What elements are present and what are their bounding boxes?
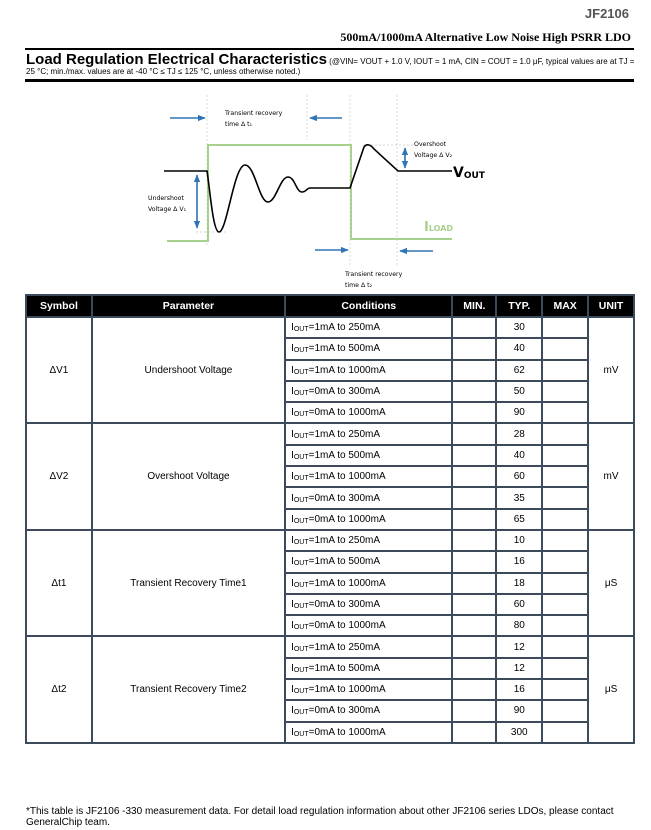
typ-cell: 300 [496,722,542,743]
conditions-cell [285,573,452,594]
min-cell [452,700,496,721]
cond-prefix: I [291,364,294,376]
label-t2-line1: Transient recovery [345,271,403,278]
min-cell [452,338,496,359]
load-transient-diagram [130,95,485,295]
cond-range: =0mA to 300mA [308,386,381,398]
conditions-cell [285,423,452,444]
min-cell [452,445,496,466]
typ-cell: 80 [496,615,542,636]
cond-prefix: I [291,471,294,483]
cond-subscript: OUT [293,432,309,440]
max-cell [542,360,588,381]
typ-cell: 60 [496,594,542,615]
symbol-cell: Δt1 [26,530,92,636]
conditions-cell [285,530,452,551]
max-cell [542,509,588,530]
table-row [26,317,634,338]
conditions-cell [285,509,452,530]
conditions-cell [285,679,452,700]
table-row [26,530,634,551]
symbol-cell: ΔV2 [26,423,92,529]
typ-cell: 10 [496,530,542,551]
cond-prefix: I [291,407,294,419]
header-unit: UNIT [588,295,634,317]
cond-prefix: I [291,428,294,440]
max-cell [542,402,588,423]
conditions-cell [285,722,452,743]
cond-range: =0mA to 1000mA [308,513,386,525]
min-cell [452,573,496,594]
cond-prefix: I [291,343,294,355]
document-subtitle: 500mA/1000mA Alternative Low Noise High PSRR LDO [340,30,631,44]
iload-label: ILOAD [424,220,454,235]
min-cell [452,658,496,679]
vout-label: VOUT [453,165,485,181]
cond-range: =0mA to 1000mA [308,726,386,738]
cond-range: =0mA to 300mA [308,599,381,610]
header-max: MAX [542,295,588,317]
cond-prefix: I [291,726,294,738]
cond-range: =1mA to 1000mA [308,684,386,696]
cond-range: =1mA to 500mA [308,449,381,461]
cond-range: =1mA to 1000mA [308,577,386,589]
max-cell [542,722,588,743]
conditions-cell [285,700,452,721]
typ-cell: 30 [496,317,542,338]
max-cell [542,338,588,359]
table-row [26,636,634,657]
header-min: MIN. [452,295,496,317]
typ-cell: 18 [496,573,542,594]
min-cell [452,487,496,508]
unit-cell: μS [588,530,634,636]
typ-cell: 16 [496,679,542,700]
max-cell [542,445,588,466]
cond-subscript: OUT [293,666,309,674]
min-cell [452,466,496,487]
typ-cell: 40 [496,445,542,466]
conditions-cell [285,551,452,572]
max-cell [542,679,588,700]
cond-range: =1mA to 500mA [308,343,381,355]
max-cell [542,594,588,615]
conditions-cell [285,594,452,615]
load-regulation-table [25,294,635,744]
header-parameter: Parameter [92,295,285,317]
max-cell [542,487,588,508]
typ-cell: 50 [496,381,542,402]
header-divider [25,48,634,50]
part-number: JF2106 [584,6,629,21]
typ-cell: 62 [496,360,542,381]
cond-subscript: OUT [293,688,309,696]
symbol-cell: Δt2 [26,636,92,742]
conditions-cell [285,360,452,381]
cond-subscript: OUT [293,411,309,419]
cond-range: =1mA to 250mA [308,641,381,653]
table-header-row [26,295,634,317]
typ-cell: 90 [496,700,542,721]
section-heading [26,52,638,77]
cond-subscript: OUT [293,517,309,525]
cond-subscript: OUT [293,709,309,717]
parameter-cell: Undershoot Voltage [92,317,285,423]
conditions-cell [285,615,452,636]
max-cell [542,317,588,338]
cond-range: =0mA to 1000mA [308,620,386,632]
cond-subscript: OUT [293,624,309,632]
label-t1-line2: time Δ t₁ [225,121,253,128]
min-cell [452,722,496,743]
label-overshoot-line2: Voltage Δ V₂ [414,152,453,159]
conditions-cell [285,402,452,423]
conditions-cell [285,487,452,508]
parameter-cell: Overshoot Voltage [92,423,285,529]
min-cell [452,594,496,615]
typ-cell: 60 [496,466,542,487]
unit-cell: mV [588,423,634,529]
min-cell [452,551,496,572]
typ-cell: 16 [496,551,542,572]
cond-prefix: I [291,386,294,398]
cond-prefix: I [291,577,294,589]
cond-prefix: I [291,684,294,696]
cond-prefix: I [291,662,294,674]
min-cell [452,679,496,700]
cond-range: =1mA to 500mA [308,662,381,674]
max-cell [542,615,588,636]
cond-range: =0mA to 300mA [308,705,381,717]
cond-subscript: OUT [293,326,309,334]
min-cell [452,636,496,657]
label-undershoot-line2: Voltage Δ V₁ [148,206,187,213]
max-cell [542,551,588,572]
cond-range: =1mA to 500mA [308,556,381,568]
min-cell [452,317,496,338]
min-cell [452,402,496,423]
label-t2-line2: time Δ t₂ [345,282,373,289]
cond-subscript: OUT [293,645,309,653]
conditions-cell [285,381,452,402]
cond-subscript: OUT [293,453,309,461]
max-cell [542,658,588,679]
typ-cell: 40 [496,338,542,359]
cond-subscript: OUT [293,560,309,568]
max-cell [542,466,588,487]
section-title: Load Regulation Electrical Characteristics [26,51,327,68]
cond-prefix: I [291,322,294,334]
cond-subscript: OUT [293,390,309,398]
parameter-cell: Transient Recovery Time1 [92,530,285,636]
max-cell [542,423,588,444]
typ-cell: 12 [496,658,542,679]
cond-range: =1mA to 1000mA [308,364,386,376]
section-divider [25,79,634,82]
cond-range: =0mA to 300mA [308,492,381,504]
label-t1-line1: Transient recovery [225,110,283,117]
footnote: *This table is JF2106 -330 measurement data. For detail load regulation information about other JF2106 series LDOs, please contact GeneralChip team. [26,806,614,828]
max-cell [542,530,588,551]
typ-cell: 28 [496,423,542,444]
max-cell [542,636,588,657]
max-cell [542,573,588,594]
cond-prefix: I [291,599,294,610]
min-cell [452,381,496,402]
min-cell [452,530,496,551]
cond-subscript: OUT [293,581,309,589]
conditions-cell [285,338,452,359]
cond-subscript: OUT [293,347,309,355]
typ-cell: 65 [496,509,542,530]
conditions-cell [285,445,452,466]
parameter-cell: Transient Recovery Time2 [92,636,285,742]
min-cell [452,360,496,381]
cond-prefix: I [291,492,294,504]
table-row [26,423,634,444]
cond-subscript: OUT [293,730,309,738]
header-typ: TYP. [496,295,542,317]
conditions-cell [285,636,452,657]
conditions-cell [285,466,452,487]
unit-cell: mV [588,317,634,423]
header-symbol: Symbol [26,295,92,317]
cond-subscript: OUT [293,539,309,547]
typ-cell: 35 [496,487,542,508]
section-conditions: (@VIN= VOUT + 1.0 V, IOUT = 1 mA, CIN = COUT = 1.0 μF, typical values are at TJ = 25 °C; min./max. values are at -40 °C ≤ TJ ≤ 125 °C, unless otherwise noted.) [26,57,635,76]
unit-cell: μS [588,636,634,742]
cond-subscript: OUT [293,603,309,610]
cond-prefix: I [291,641,294,653]
min-cell [452,509,496,530]
cond-prefix: I [291,556,294,568]
cond-prefix: I [291,449,294,461]
cond-range: =1mA to 250mA [308,535,381,547]
conditions-cell [285,658,452,679]
cond-range: =1mA to 250mA [308,428,381,440]
symbol-cell: ΔV1 [26,317,92,423]
typ-cell: 12 [496,636,542,657]
header-conditions: Conditions [285,295,452,317]
typ-cell: 90 [496,402,542,423]
cond-range: =1mA to 1000mA [308,471,386,483]
cond-range: =1mA to 250mA [308,322,381,334]
cond-subscript: OUT [293,496,309,504]
cond-prefix: I [291,705,294,717]
min-cell [452,423,496,444]
min-cell [452,615,496,636]
cond-subscript: OUT [293,368,309,376]
label-overshoot-line1: Overshoot [414,141,447,148]
label-undershoot-line1: Undershoot [148,195,184,202]
conditions-cell [285,317,452,338]
max-cell [542,700,588,721]
max-cell [542,381,588,402]
cond-prefix: I [291,513,294,525]
cond-prefix: I [291,620,294,632]
cond-prefix: I [291,535,294,547]
cond-subscript: OUT [293,475,309,483]
cond-range: =0mA to 1000mA [308,407,386,419]
